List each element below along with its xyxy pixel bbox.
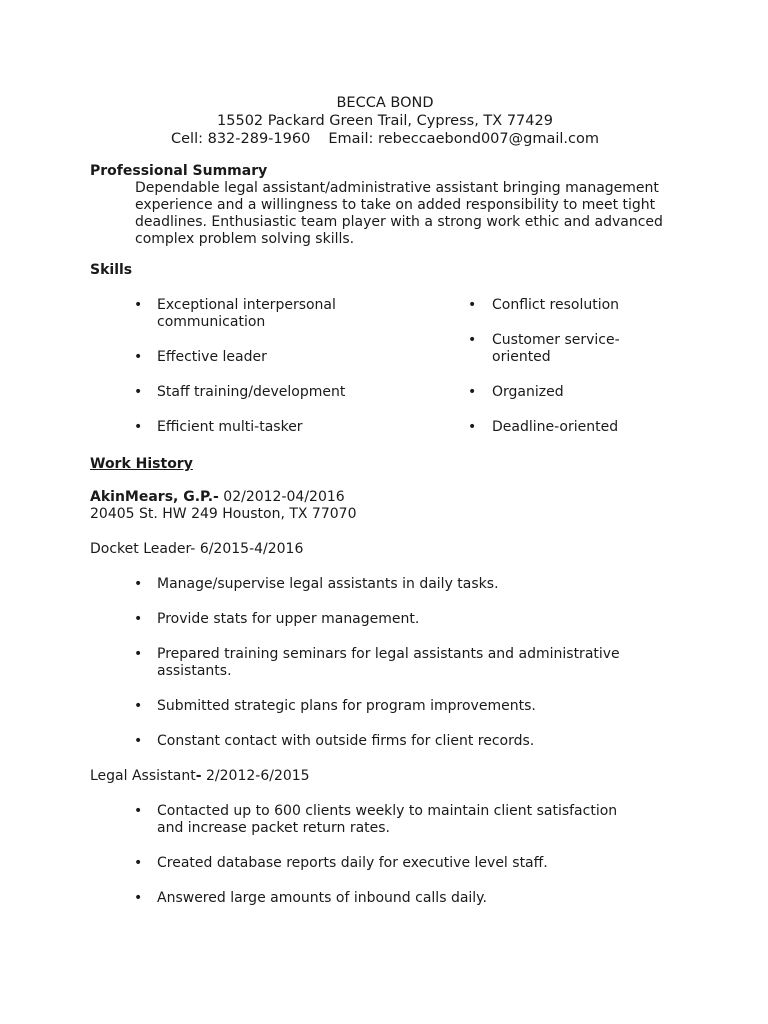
duty-item: • Provide stats for upper management.: [90, 611, 647, 628]
work-history-heading: Work History: [90, 456, 193, 472]
skill-item: • Effective leader: [90, 349, 357, 366]
role-duties-list: [90, 803, 690, 907]
duty-item: • Submitted strategic plans for program improvements.: [90, 698, 647, 715]
skills-right-list: [424, 297, 664, 454]
summary-heading: Professional Summary: [90, 163, 268, 179]
professional-summary-section: [90, 163, 675, 248]
skills-section: [90, 262, 690, 454]
skills-columns: [90, 297, 690, 454]
company-address: 20405 St. HW 249 Houston, TX 77070: [90, 506, 357, 522]
role-duties-list: [90, 576, 690, 750]
duty-item: • Manage/supervise legal assistants in daily tasks.: [90, 576, 647, 593]
company-block: [90, 489, 690, 523]
skill-item: • Exceptional interpersonal communication: [90, 297, 357, 331]
duty-item: • Created database reports daily for executive level staff.: [90, 855, 647, 872]
resume-header: [90, 94, 680, 148]
skill-item: • Conflict resolution: [424, 297, 632, 314]
company-dates: 02/2012-04/2016: [218, 489, 345, 505]
email-address: Email: rebeccaebond007@gmail.com: [328, 131, 599, 147]
role-title: Docket Leader- 6/2015-4/2016: [90, 541, 304, 557]
skill-item: • Staff training/development: [90, 384, 357, 401]
summary-text: Dependable legal assistant/administrative assistant bringing management experience and a willingness to take on added responsibility to meet tight deadlines. Enthusiastic team player with a strong work ethic and advanced complex problem solving skills.: [135, 180, 663, 247]
skills-heading: Skills: [90, 262, 133, 278]
role-title-dates: 2/2012-6/2015: [201, 768, 310, 784]
role-title-dash: -: [195, 768, 202, 784]
cell-phone: Cell: 832-289-1960: [171, 131, 311, 147]
candidate-name: BECCA BOND: [336, 95, 434, 111]
skill-item: • Efficient multi-tasker: [90, 419, 357, 436]
skills-left-list: [90, 297, 424, 454]
skill-item: • Organized: [424, 384, 632, 401]
duty-item: • Prepared training seminars for legal assistants and administrative assistants.: [90, 646, 647, 680]
role-title: [90, 768, 690, 785]
company-line: [90, 489, 690, 506]
duty-item: • Constant contact with outside firms for client records.: [90, 733, 647, 750]
candidate-address: 15502 Packard Green Trail, Cypress, TX 77429: [217, 113, 553, 129]
skill-item: • Customer service-oriented: [424, 332, 632, 366]
duty-item: • Contacted up to 600 clients weekly to maintain client satisfaction and increase packet return rates.: [90, 803, 647, 837]
company-name: AkinMears, G.P.-: [90, 489, 219, 505]
role-title-name: Legal Assistant: [90, 768, 196, 784]
skill-item: • Deadline-oriented: [424, 419, 632, 436]
contact-line: [90, 130, 680, 148]
work-history-section: [90, 456, 690, 925]
duty-item: • Answered large amounts of inbound calls daily.: [90, 890, 647, 907]
